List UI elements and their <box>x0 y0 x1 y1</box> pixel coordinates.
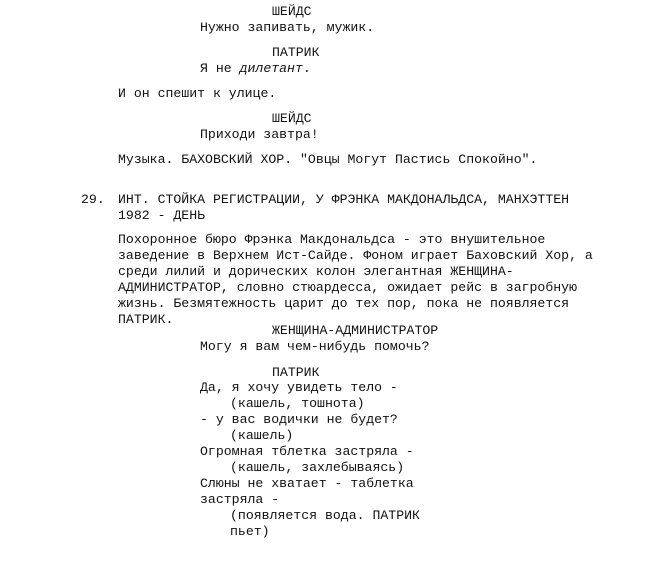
dialogue-text: Я не <box>200 61 240 76</box>
character-name-patrick-2: ПАТРИК <box>272 365 320 380</box>
scene-heading-line: ИНТ. СТОЙКА РЕГИСТРАЦИИ, У ФРЭНКА МАКДОНАЛЬДСА, МАНХЭТТЕН <box>118 192 570 207</box>
dialogue-line: Огромная тблетка застряла - <box>200 444 414 459</box>
action-line: заведение в Верхнем Ист-Сайде. Фоном играет Баховский Хор, а <box>118 248 593 263</box>
character-name-patrick-1: ПАТРИК <box>272 45 320 60</box>
dialogue-line: Нужно запивать, мужик. <box>200 20 375 35</box>
character-name-administrator: ЖЕНЩИНА-АДМИНИСТРАТОР <box>272 323 439 338</box>
action-line: И он спешит к улице. <box>118 86 277 101</box>
parenthetical-line: (кашель, захлебываясь) <box>230 460 405 475</box>
parenthetical-line: (появляется вода. ПАТРИК <box>230 508 420 523</box>
action-line: Похоронное бюро Фрэнка Макдональдса - это внушительное <box>118 232 546 247</box>
parenthetical-line: (кашель, тошнота) <box>230 396 365 411</box>
parenthetical-line: (кашель) <box>230 428 294 443</box>
scene-heading-line: 1982 - ДЕНЬ <box>118 208 206 223</box>
dialogue-line: застряла - <box>200 492 280 507</box>
action-line: АДМИНИСТРАТОР, словно стюардесса, ожидает рейс в загробную <box>118 280 577 295</box>
dialogue-line <box>200 61 311 77</box>
dialogue-line: Могу я вам чем-нибудь помочь? <box>200 339 430 354</box>
scene-number: 29. <box>81 192 105 207</box>
character-name-shades-2: ШЕЙДС <box>272 111 312 126</box>
action-line: среди лилий и дорических колон элегантная ЖЕНЩИНА- <box>118 264 514 279</box>
parenthetical-line: пьет) <box>230 524 270 539</box>
dialogue-line: Слюны не хватает - таблетка <box>200 476 414 491</box>
dialogue-line: Да, я хочу увидеть тело - <box>200 380 398 395</box>
dialogue-emphasis: дилетант <box>239 61 303 76</box>
action-line: жизнь. Безмятежность царит до тех пор, пока не появляется <box>118 296 570 311</box>
dialogue-line: Приходи завтра! <box>200 127 319 142</box>
dialogue-text: . <box>302 61 311 76</box>
action-line: ПАТРИК. <box>118 312 174 327</box>
dialogue-line: - у вас водички не будет? <box>200 412 398 427</box>
action-line: Музыка. БАХОВСКИЙ ХОР. "Овцы Могут Пастись Спокойно". <box>118 152 538 167</box>
character-name-shades-1: ШЕЙДС <box>272 4 312 19</box>
